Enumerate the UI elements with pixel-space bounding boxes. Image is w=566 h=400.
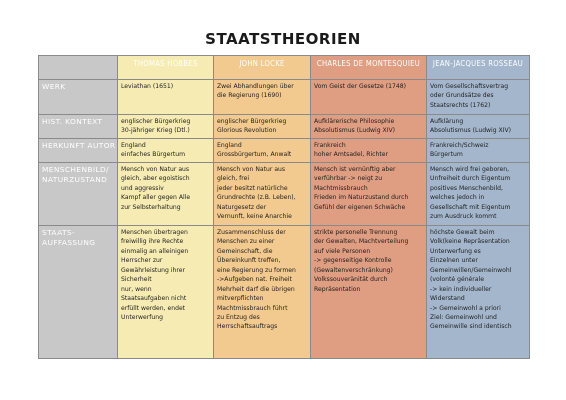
cell-text-line: Staatsrechts (1762) — [430, 101, 491, 109]
cell-text-line: Frieden im Naturzustand durch — [314, 194, 409, 202]
cell-text-line: Sicherheit — [121, 276, 152, 284]
row-label — [39, 80, 118, 115]
cell-text-line: Glorious Revolution — [217, 127, 277, 135]
cell-text-line: England — [217, 142, 242, 149]
cell-text-line: Naturgesetz der — [217, 203, 267, 211]
cell-rousseau — [427, 163, 530, 226]
cell-text-line: Frankreich — [314, 142, 346, 149]
header-row — [39, 56, 530, 80]
theories-table — [38, 55, 530, 359]
cell-text-line: Absolutismus (Ludwig XIV) — [314, 127, 396, 135]
row-label-line: WERK — [42, 82, 66, 91]
cell-text-line: zur Selbsterhaltung — [121, 203, 181, 211]
cell-text-line: Grossbürgertum, Anwalt — [217, 151, 292, 159]
cell-text-line: Kampf aller gegen Alle — [121, 194, 191, 202]
cell-text-line: Volk(keine Repräsentation — [430, 238, 510, 246]
cell-text-line: Mensch ist vernünftig aber — [314, 166, 396, 173]
cell-hobbes — [118, 163, 214, 226]
cell-text-line: Gefühl der eigenen Schwäche — [314, 203, 406, 211]
cell-text-line: höchste Gewalt beim — [430, 229, 495, 236]
cell-text-line: der Gewalten, Machtverteilung — [314, 238, 409, 246]
cell-text-line: ->Aufgeben nat. Freiheit — [217, 276, 292, 284]
cell-locke — [214, 226, 311, 359]
column-header-montesquieu: CHARLES DE MONTESQUIEU — [311, 56, 427, 80]
cell-montesquieu — [311, 226, 427, 359]
cell-text-line: oder Grundsätze des — [430, 92, 494, 100]
cell-text-line: Mensch wird frei geboren, — [430, 166, 510, 173]
cell-locke — [214, 139, 311, 163]
column-header-hobbes: THOMAS HOBBES — [118, 56, 214, 80]
cell-locke — [214, 163, 311, 226]
cell-text-line: Mensch von Natur aus — [121, 166, 190, 173]
cell-text-line: Machtmissbrauch führt — [217, 304, 288, 312]
corner-cell — [39, 56, 118, 80]
row-label-line: HIST. KONTEXT — [42, 117, 103, 126]
row-label — [39, 115, 118, 139]
cell-text-line: zu Entzug des — [217, 313, 260, 321]
cell-text-line: Gemeinwille sind identisch — [430, 323, 512, 331]
cell-montesquieu — [311, 80, 427, 115]
cell-text-line: erfüllt werden, endet — [121, 304, 186, 312]
cell-text-line: verführbar -> neigt zu — [314, 175, 383, 183]
cell-text-line: -> Gemeinwohl a priori — [430, 304, 501, 312]
cell-text-line: Vernunft, keine Anarchie — [217, 213, 292, 221]
cell-text-line: einfaches Bürgertum — [121, 151, 186, 159]
column-header-rousseau: JEAN-JACQUES ROSSEAU — [427, 56, 530, 80]
cell-text-line: Gemeinschaft, die — [217, 247, 273, 255]
cell-text-line: Aufklärung — [430, 118, 464, 125]
cell-text-line: -> gegenseitige Kontrolle — [314, 257, 392, 265]
row-label-line: NATURZUSTAND — [42, 174, 108, 184]
cell-locke — [214, 80, 311, 115]
row-label-line: AUFFASSUNG — [42, 237, 96, 247]
table-row — [39, 80, 530, 115]
cell-text-line: eine Regierung zu formen — [217, 266, 296, 274]
cell-hobbes — [118, 115, 214, 139]
cell-text-line: Unterwerfung es — [430, 247, 481, 255]
cell-text-line: jeder besitzt natürliche — [217, 184, 288, 192]
cell-text-line: strikte personelle Trennung — [314, 229, 398, 236]
row-label — [39, 163, 118, 226]
cell-text-line: auf viele Personen — [314, 247, 371, 255]
cell-montesquieu — [311, 115, 427, 139]
cell-montesquieu — [311, 139, 427, 163]
cell-text-line: Staatsaufgaben nicht — [121, 295, 187, 303]
cell-text-line: Gewährleistung ihrer — [121, 266, 185, 274]
cell-text-line: England — [121, 142, 146, 149]
cell-text-line: Zwei Abhandlungen über — [217, 83, 294, 90]
cell-text-line: gleich, frei — [217, 175, 250, 183]
row-label-line: STAATS- — [42, 228, 76, 237]
cell-text-line: Menschen zu einer — [217, 238, 275, 246]
cell-rousseau — [427, 226, 530, 359]
cell-text-line: Mehrheit darf die übrigen — [217, 285, 295, 293]
cell-text-line: gleich, aber egoistisch — [121, 175, 190, 183]
cell-text-line: Gemeinwillen/Gemeinwohl — [430, 266, 512, 274]
column-header-locke: JOHN LOCKE — [214, 56, 311, 80]
cell-text-line: einmalig an alleinigen — [121, 247, 189, 255]
cell-text-line: Zusammenschluss der — [217, 229, 286, 236]
cell-text-line: mitverpflichten — [217, 295, 264, 303]
cell-text-line: Bürgertum — [430, 151, 463, 159]
cell-text-line: hoher Amtsadel, Richter — [314, 151, 389, 159]
cell-text-line: Widerstand — [430, 295, 465, 303]
cell-text-line: Unterwerfung — [121, 313, 163, 321]
cell-text-line: 30-jähriger Krieg (Dtl.) — [121, 127, 190, 135]
cell-text-line: Grundrechte (z.B. Leben), — [217, 194, 296, 202]
cell-text-line: Absolutismus (Ludwig XIV) — [430, 127, 512, 135]
table-row — [39, 115, 530, 139]
cell-text-line: freiwillig ihre Rechte — [121, 238, 184, 246]
row-label-line: MENSCHENBILD/ — [42, 165, 109, 174]
cell-text-line: Ziel: Gemeinwohl und — [430, 313, 497, 321]
table-row — [39, 139, 530, 163]
cell-rousseau — [427, 139, 530, 163]
cell-text-line: nur, wenn — [121, 285, 152, 293]
cell-text-line: Vom Gesellschaftsvertrag — [430, 83, 509, 90]
cell-text-line: welches jedoch in — [430, 194, 485, 202]
cell-text-line: Menschen übertragen — [121, 229, 188, 236]
cell-locke — [214, 115, 311, 139]
cell-text-line: Gesellschaft mit Eigentum — [430, 203, 511, 211]
cell-hobbes — [118, 226, 214, 359]
table-row — [39, 163, 530, 226]
cell-text-line: englischer Bürgerkrieg — [121, 118, 191, 125]
row-label — [39, 139, 118, 163]
row-label-line: HERKUNFT AUTOR — [42, 141, 116, 150]
cell-hobbes — [118, 80, 214, 115]
cell-text-line: Herrscher zur — [121, 257, 163, 265]
cell-text-line: Frankreich/Schweiz — [430, 142, 489, 149]
cell-text-line: -> kein individueller — [430, 285, 492, 293]
cell-text-line: die Regierung (1690) — [217, 92, 282, 100]
cell-text-line: Einzelnen unter — [430, 257, 478, 265]
cell-text-line: Repräsentation — [314, 285, 361, 293]
cell-text-line: (Gewaltenverschränkung) — [314, 266, 393, 274]
cell-text-line: Übereinkunft treffen, — [217, 257, 281, 265]
cell-text-line: Volkssouveränität durch — [314, 276, 388, 284]
cell-text-line: Vom Geist der Gesetze (1748) — [314, 83, 406, 90]
table-row — [39, 226, 530, 359]
cell-text-line: Mensch von Natur aus — [217, 166, 286, 173]
cell-text-line: zum Ausdruck kommt — [430, 213, 497, 221]
cell-text-line: und aggressiv — [121, 184, 164, 192]
cell-text-line: Aufklärerische Philosophie — [314, 118, 395, 125]
page-title: STAATSTHEORIEN — [205, 30, 361, 48]
cell-hobbes — [118, 139, 214, 163]
cell-text-line: Leviathan (1651) — [121, 83, 174, 90]
cell-text-line: englischer Bürgerkrieg — [217, 118, 287, 125]
row-label — [39, 226, 118, 359]
cell-montesquieu — [311, 163, 427, 226]
cell-rousseau — [427, 115, 530, 139]
cell-rousseau — [427, 80, 530, 115]
cell-text-line: Machtmissbrauch — [314, 184, 368, 192]
cell-text-line: positives Menschenbild, — [430, 184, 503, 192]
cell-text-line: (volonté générale — [430, 276, 484, 284]
cell-text-line: Unfreiheit durch Eigentum — [430, 175, 511, 183]
cell-text-line: Herrschaftsauftrags — [217, 323, 278, 331]
